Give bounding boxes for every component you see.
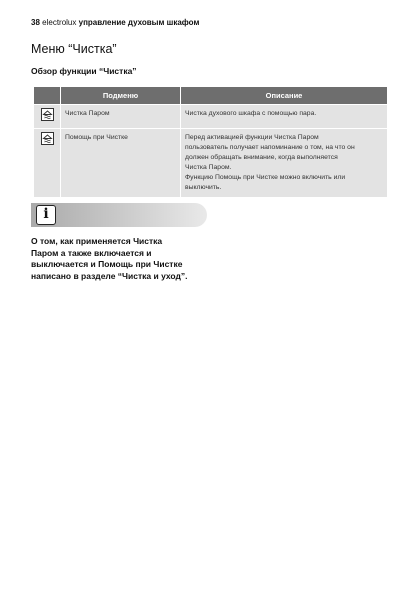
submenu-cell: Чистка Паром bbox=[61, 105, 181, 129]
icon-column-header bbox=[34, 87, 61, 105]
menu-title: Меню “Чистка” bbox=[31, 42, 117, 56]
overview-title: Обзор функции “Чистка” bbox=[31, 66, 137, 76]
icon-cell bbox=[34, 129, 61, 198]
description-column-header: Описание bbox=[181, 87, 388, 105]
note-line: написано в разделе “Чистка и уход”. bbox=[31, 270, 188, 281]
submenu-cell: Помощь при Чистке bbox=[61, 129, 181, 198]
info-icon: i bbox=[36, 205, 56, 225]
description-line: Чистка Паром. bbox=[185, 164, 232, 171]
table-header-row bbox=[34, 87, 388, 105]
function-table bbox=[33, 86, 388, 198]
section-title: управление духовым шкафом bbox=[78, 18, 200, 27]
table-row bbox=[34, 129, 388, 198]
steam-clean-icon bbox=[41, 108, 54, 121]
description-line: пользователь получает напоминание о том, на что он bbox=[185, 144, 355, 151]
description-line: должен обращать внимание, когда выполняется bbox=[185, 154, 338, 161]
description-cell bbox=[181, 105, 388, 129]
description-line: выключить. bbox=[185, 184, 222, 191]
description-cell bbox=[181, 129, 388, 198]
description-line: Перед активацией функции Чистка Паром bbox=[185, 134, 319, 141]
icon-cell bbox=[34, 105, 61, 129]
page-header bbox=[31, 18, 199, 27]
page-number: 38 bbox=[31, 18, 40, 27]
note-line: О том, как применяется Чистка bbox=[31, 236, 163, 246]
description-line: Чистка духового шкафа с помощью пара. bbox=[185, 110, 317, 117]
note-banner bbox=[31, 203, 207, 227]
note-text bbox=[31, 236, 211, 282]
brand-name: electrolux bbox=[42, 18, 77, 27]
note-line: Паром а также включается и bbox=[31, 247, 152, 258]
note-line: выключается и Помощь при Чистке bbox=[31, 259, 183, 269]
table-row bbox=[34, 105, 388, 129]
submenu-column-header: Подменю bbox=[61, 87, 181, 105]
steam-clean-reminder-icon bbox=[41, 132, 54, 145]
description-line: Функцию Помощь при Чистке можно включить или bbox=[185, 174, 346, 181]
